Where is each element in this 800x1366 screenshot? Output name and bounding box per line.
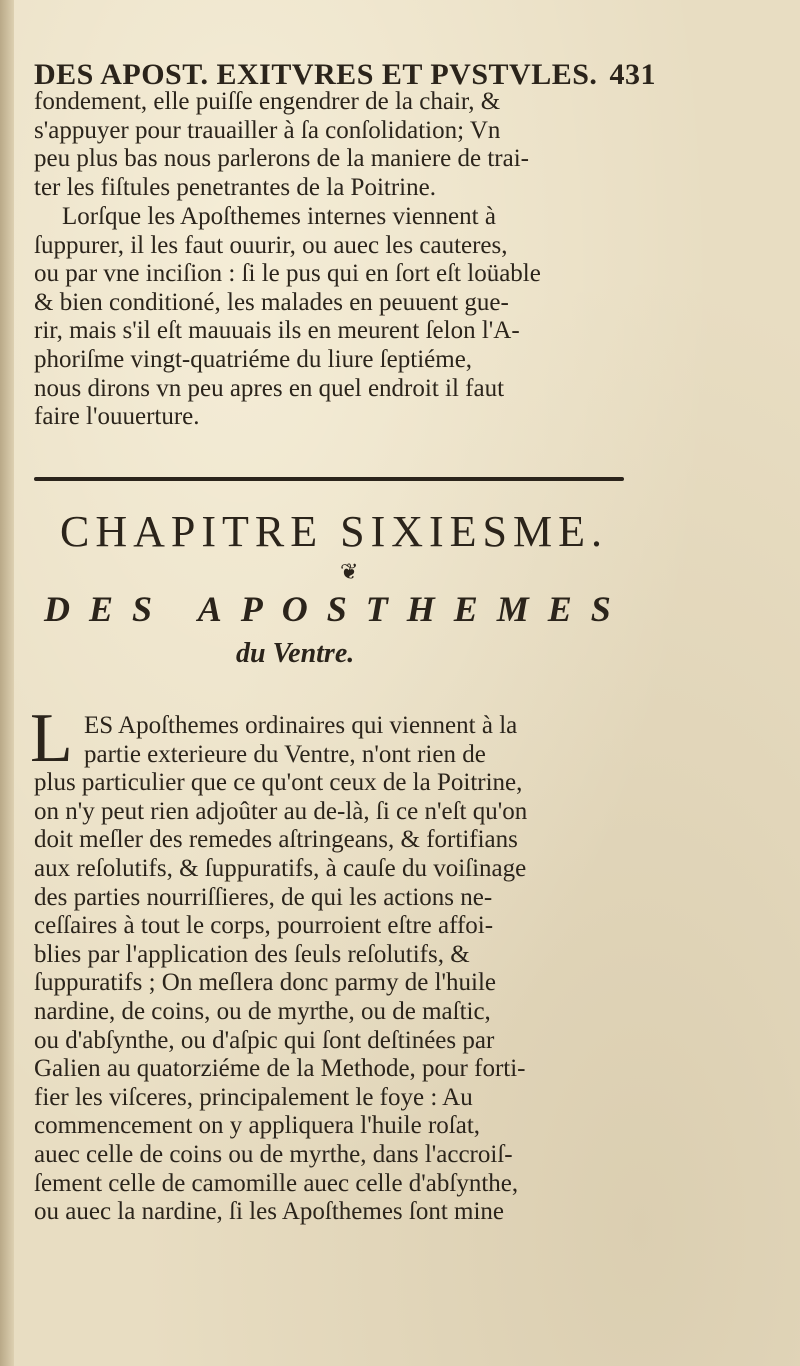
text-line: faire l'ouuerture. (34, 403, 200, 431)
paragraph-3 (34, 712, 626, 1227)
text-line: plus particulier que ce qu'ont ceux de la Poitrine, (34, 769, 523, 797)
text-line: ou auec la nardine, ſi les Apoſthemes ſont mine (34, 1198, 505, 1226)
text-line: blies par l'application des ſeuls reſolutifs, & (34, 940, 470, 968)
chapter-heading: CHAPITRE SIXIESME. (60, 507, 609, 556)
text-line: auec celle de coins ou de myrthe, dans l'accroiſ- (34, 1140, 513, 1168)
paragraph-2 (34, 203, 626, 432)
text-line: doit meſler des remedes aſtringeans, & fortifians (34, 826, 518, 854)
text-line: aux reſolutifs, & ſuppuratifs, à cauſe du voiſinage (34, 854, 527, 882)
drop-cap: L (30, 700, 73, 777)
section-divider (34, 477, 624, 481)
text-line: fier les viſceres, principalement le foye : Au (34, 1083, 473, 1111)
text-line: ſuppurer, il les faut ouurir, ou auec les cauteres, (34, 231, 508, 259)
text-line: nous dirons vn peu apres en quel endroit il faut (34, 374, 505, 402)
text-line: fondement, elle puiſſe engendrer de la chair, & (34, 88, 501, 115)
text-line: Galien au quatorziéme de la Methode, pour forti- (34, 1055, 526, 1083)
text-line: des parties nourriſſieres, de qui les actions ne- (34, 883, 493, 911)
chapter-title: DES APOSTHEMES (44, 589, 630, 629)
text-line: ou d'abſynthe, ou d'aſpic qui ſont deſtinées par (34, 1026, 495, 1054)
text-line: ES Apoſthemes ordinaires qui viennent à la (84, 712, 518, 739)
running-head (34, 58, 654, 92)
text-line: partie exterieure du Ventre, n'ont rien de (84, 740, 486, 768)
page-number: 431 (609, 58, 656, 91)
text-line: ter les fiſtules penetrantes de la Poitrine. (34, 173, 436, 201)
text-line: commencement on y appliquera l'huile roſat, (34, 1112, 481, 1140)
text-line: peu plus bas nous parlerons de la maniere de trai- (34, 145, 529, 173)
chapter-subtitle: du Ventre. (236, 638, 355, 669)
text-line: ſement celle de camomille auec celle d'abſynthe, (34, 1169, 519, 1197)
running-head-title: DES APOST. EXITVRES ET PVSTVLES. (34, 58, 598, 91)
fleuron-icon: ❦ (340, 560, 359, 585)
text-line: ou par vne inciſion : ſi le pus qui en ſort eſt loüable (34, 260, 541, 288)
text-line: & bien conditioné, les malades en peuuent gue- (34, 288, 509, 316)
page-gutter (0, 0, 14, 1366)
text-line: ſuppuratifs ; On meſlera donc parmy de l'huile (34, 969, 497, 997)
text-line: ceſſaires à tout le corps, pourroient eſtre affoi- (34, 912, 494, 940)
text-line: nardine, de coins, ou de myrthe, ou de maſtic, (34, 997, 491, 1025)
text-line: rir, mais s'il eſt mauuais ils en meurent ſelon l'A- (34, 317, 520, 345)
text-line: phoriſme vingt-quatriéme du liure ſeptiéme, (34, 345, 473, 373)
text-line: Lorſque les Apoſthemes internes viennent à (62, 203, 496, 230)
text-line: s'appuyer pour trauailler à ſa conſolidation; Vn (34, 116, 501, 144)
text-line: on n'y peut rien adjoûter au de-là, ſi ce n'eſt qu'on (34, 797, 528, 825)
paragraph-1 (34, 88, 626, 202)
